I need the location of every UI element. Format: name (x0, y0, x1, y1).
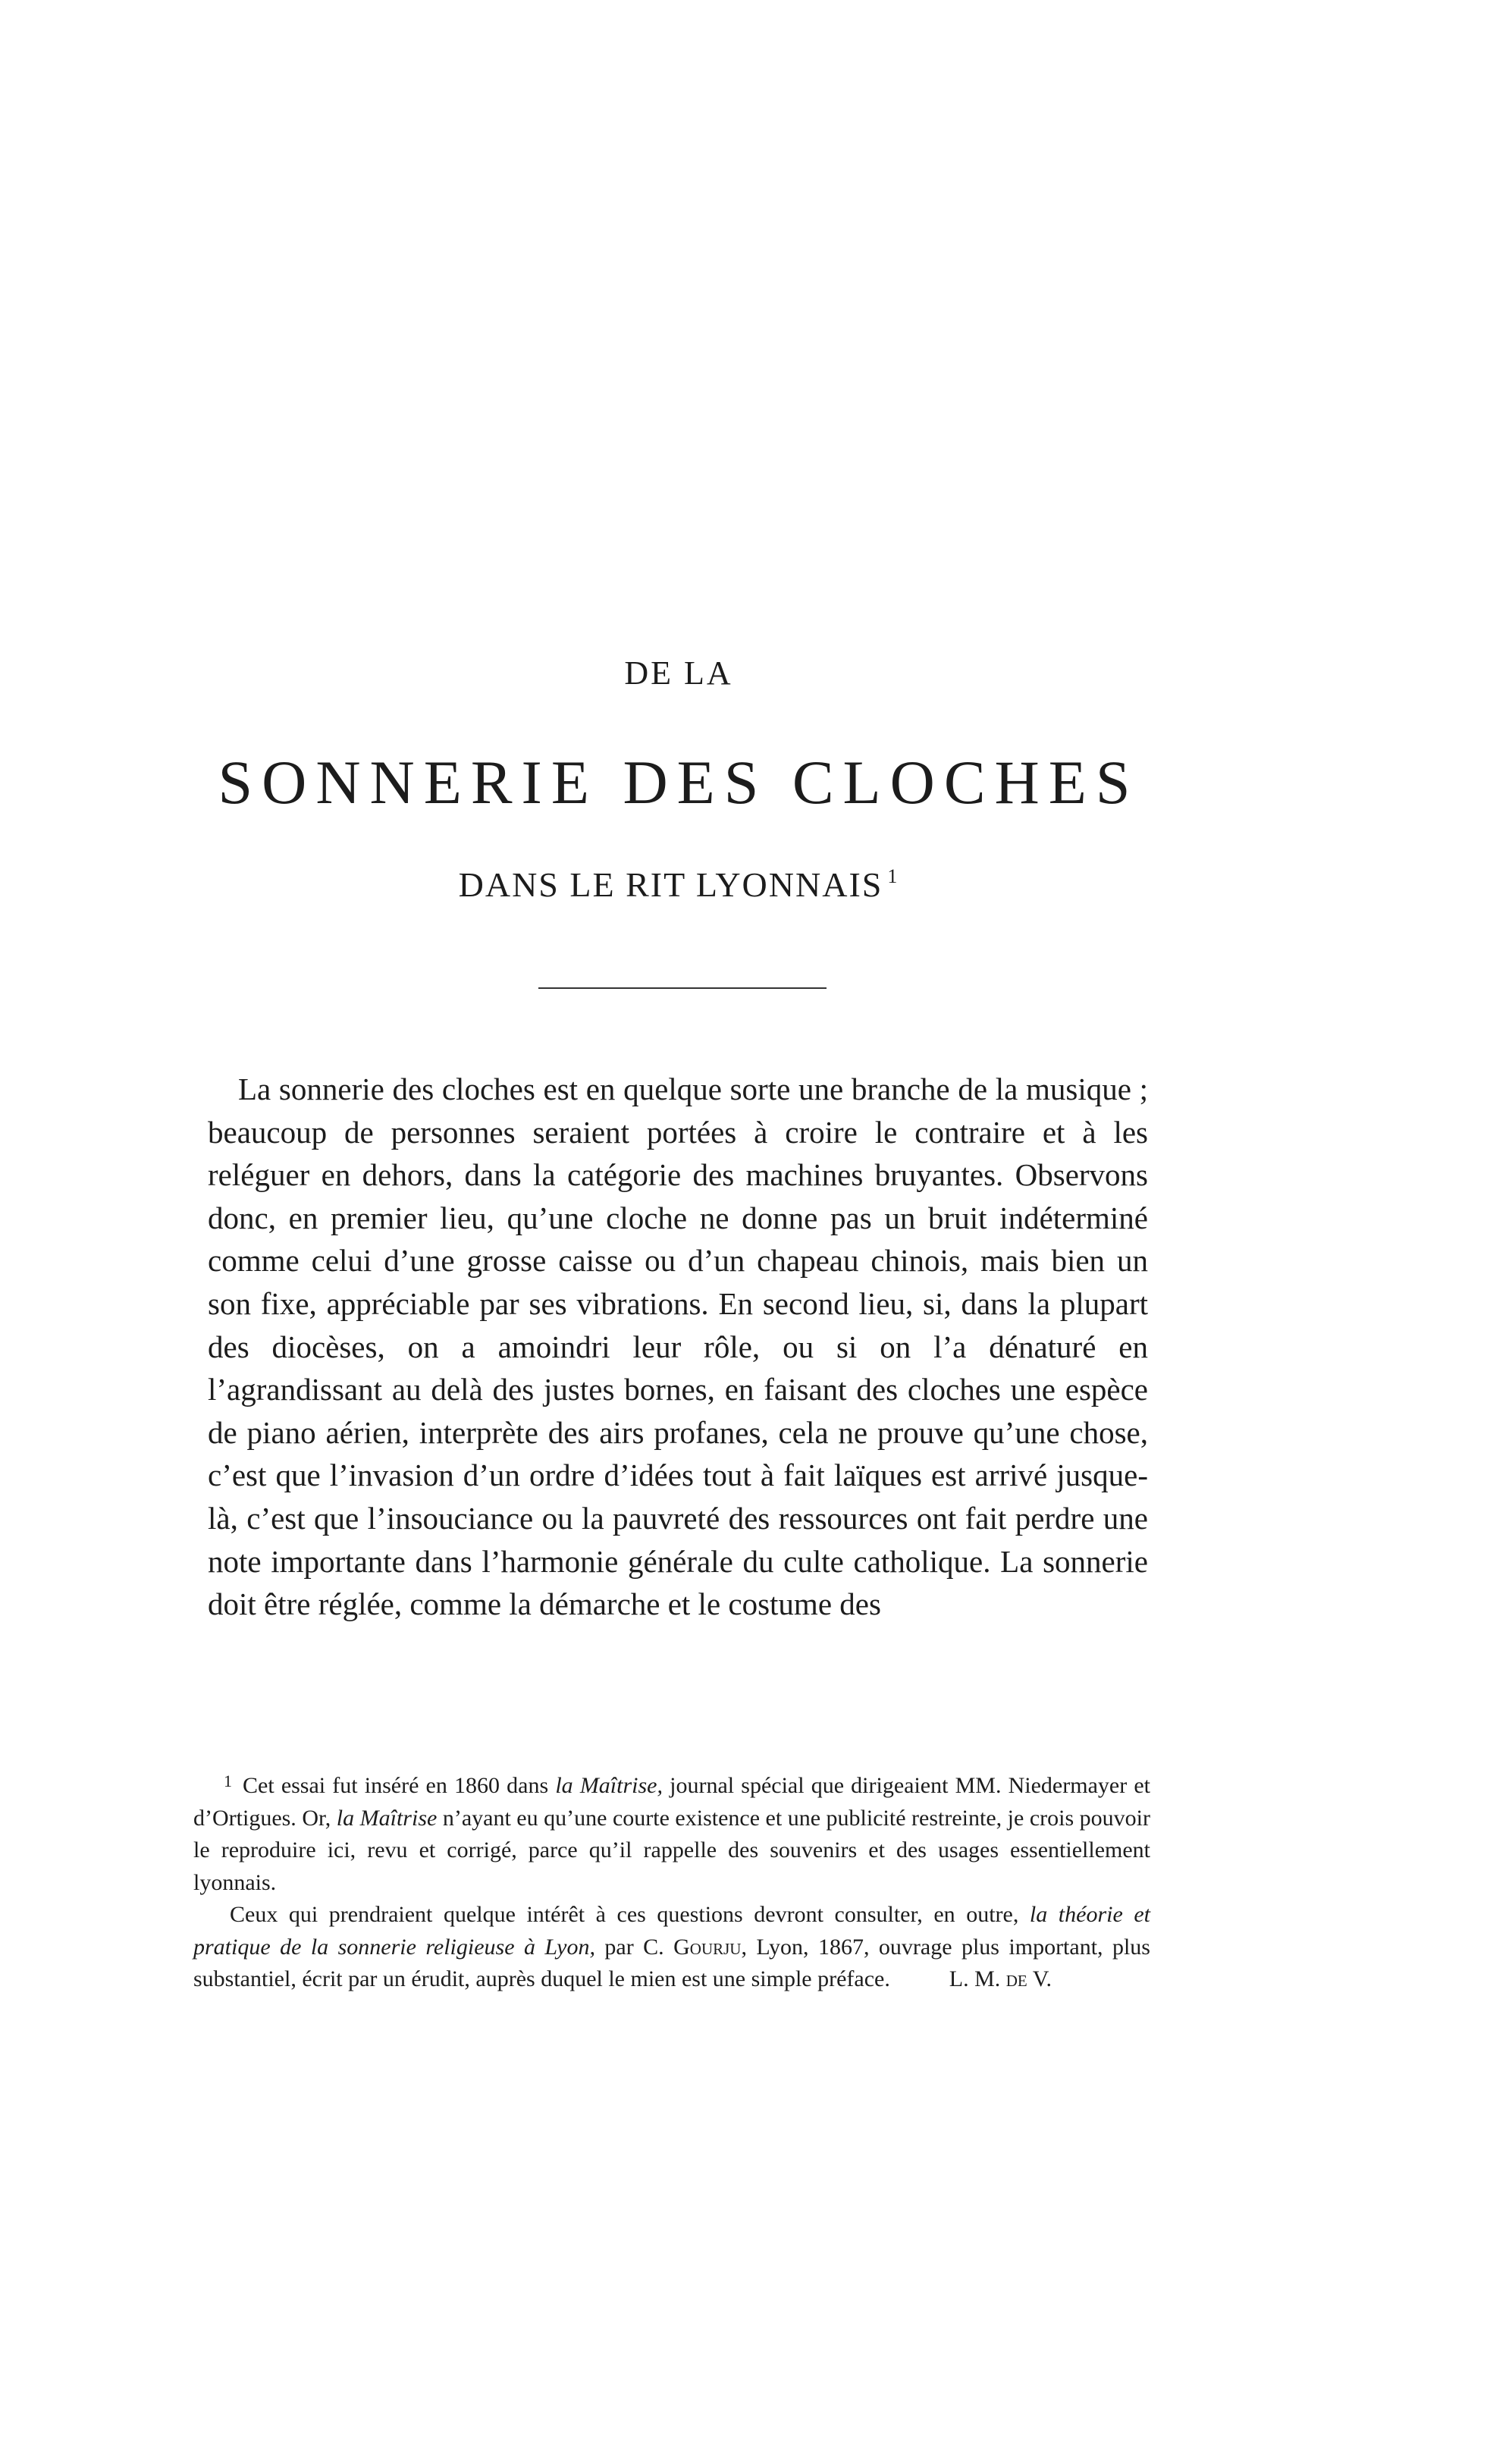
signature: L. M. de V. (949, 1966, 1052, 1991)
footnote-2-text-c: , Lyon, 1867, ouvrage plus important, plus substantiel, écrit par un érudit, auprès duquel le mien est une simple préface. (193, 1934, 1150, 1991)
footnote-1-text-c: n’ayant eu qu’une courte existence et une publicité restreinte, je crois pouvoir le reproduire ici, revu et corrigé, parce qu’il rappelle des souvenirs et des usages essentiellement lyonnais. (193, 1805, 1150, 1895)
footnote-2-author: Gourju (673, 1934, 742, 1960)
body-paragraph: La sonnerie des cloches est en quelque sorte une branche de la musique ; beaucoup de personnes seraient portées à croire le contraire et à les reléguer en dehors, dans la catégorie des machines bruyantes. Observons donc, en premier lieu, qu’une cloche ne donne pas un bruit indéterminé comme celui d’une grosse caisse ou d’un chapeau chinois, mais bien un son fixe, appréciable par ses vibrations. En second lieu, si, dans la plupart des diocèses, on a amoindri leur rôle, ou si on l’a dénaturé en l’agrandissant au delà des justes bornes, en faisant des cloches une espèce de piano aérien, interprète des airs profanes, cela ne prouve qu’une chose, c’est que l’invasion d’un ordre d’idées tout à fait laïques est arrivé jusque-là, c’est que l’insouciance ou la pauvreté des ressources ont fait perdre une note importante dans l’harmonie générale du culte catholique. La sonnerie doit être réglée, comme la démarche et le costume des (208, 1072, 1148, 1622)
footnote-2-text-b: par C. (595, 1934, 674, 1960)
footnotes (193, 1765, 1150, 1996)
body-text (208, 1068, 1148, 1626)
footnote-marker: 1 (224, 1771, 232, 1790)
subtitle-text: DANS LE RIT LYONNAIS (458, 865, 883, 904)
footnote-1-text-a: Cet essai fut inséré en 1860 dans (243, 1773, 556, 1798)
footnote-2-title: la théorie et pratique de la sonnerie religieuse à Lyon, (193, 1902, 1150, 1960)
footnote-reference: 1 (887, 865, 899, 887)
footnote-1-title-b: la Maîtrise (336, 1805, 438, 1831)
pre-title: DE LA (624, 654, 733, 692)
footnote-2-text-a: Ceux qui prendraient quelque intérêt à ces questions devront consulter, en outre, (230, 1902, 1030, 1927)
subtitle (0, 865, 1357, 905)
footnote-1-title-a: la Maîtrise, (555, 1773, 663, 1798)
footnote-1-text-b: journal spécial que dirigeaient MM. Niedermayer et d’Ortigues. Or, (193, 1773, 1150, 1831)
title-divider (538, 987, 827, 989)
main-title: SONNERIE DES CLOCHES (218, 748, 1140, 817)
footnote-2 (193, 1899, 1150, 1996)
footnote-1 (193, 1765, 1150, 1899)
